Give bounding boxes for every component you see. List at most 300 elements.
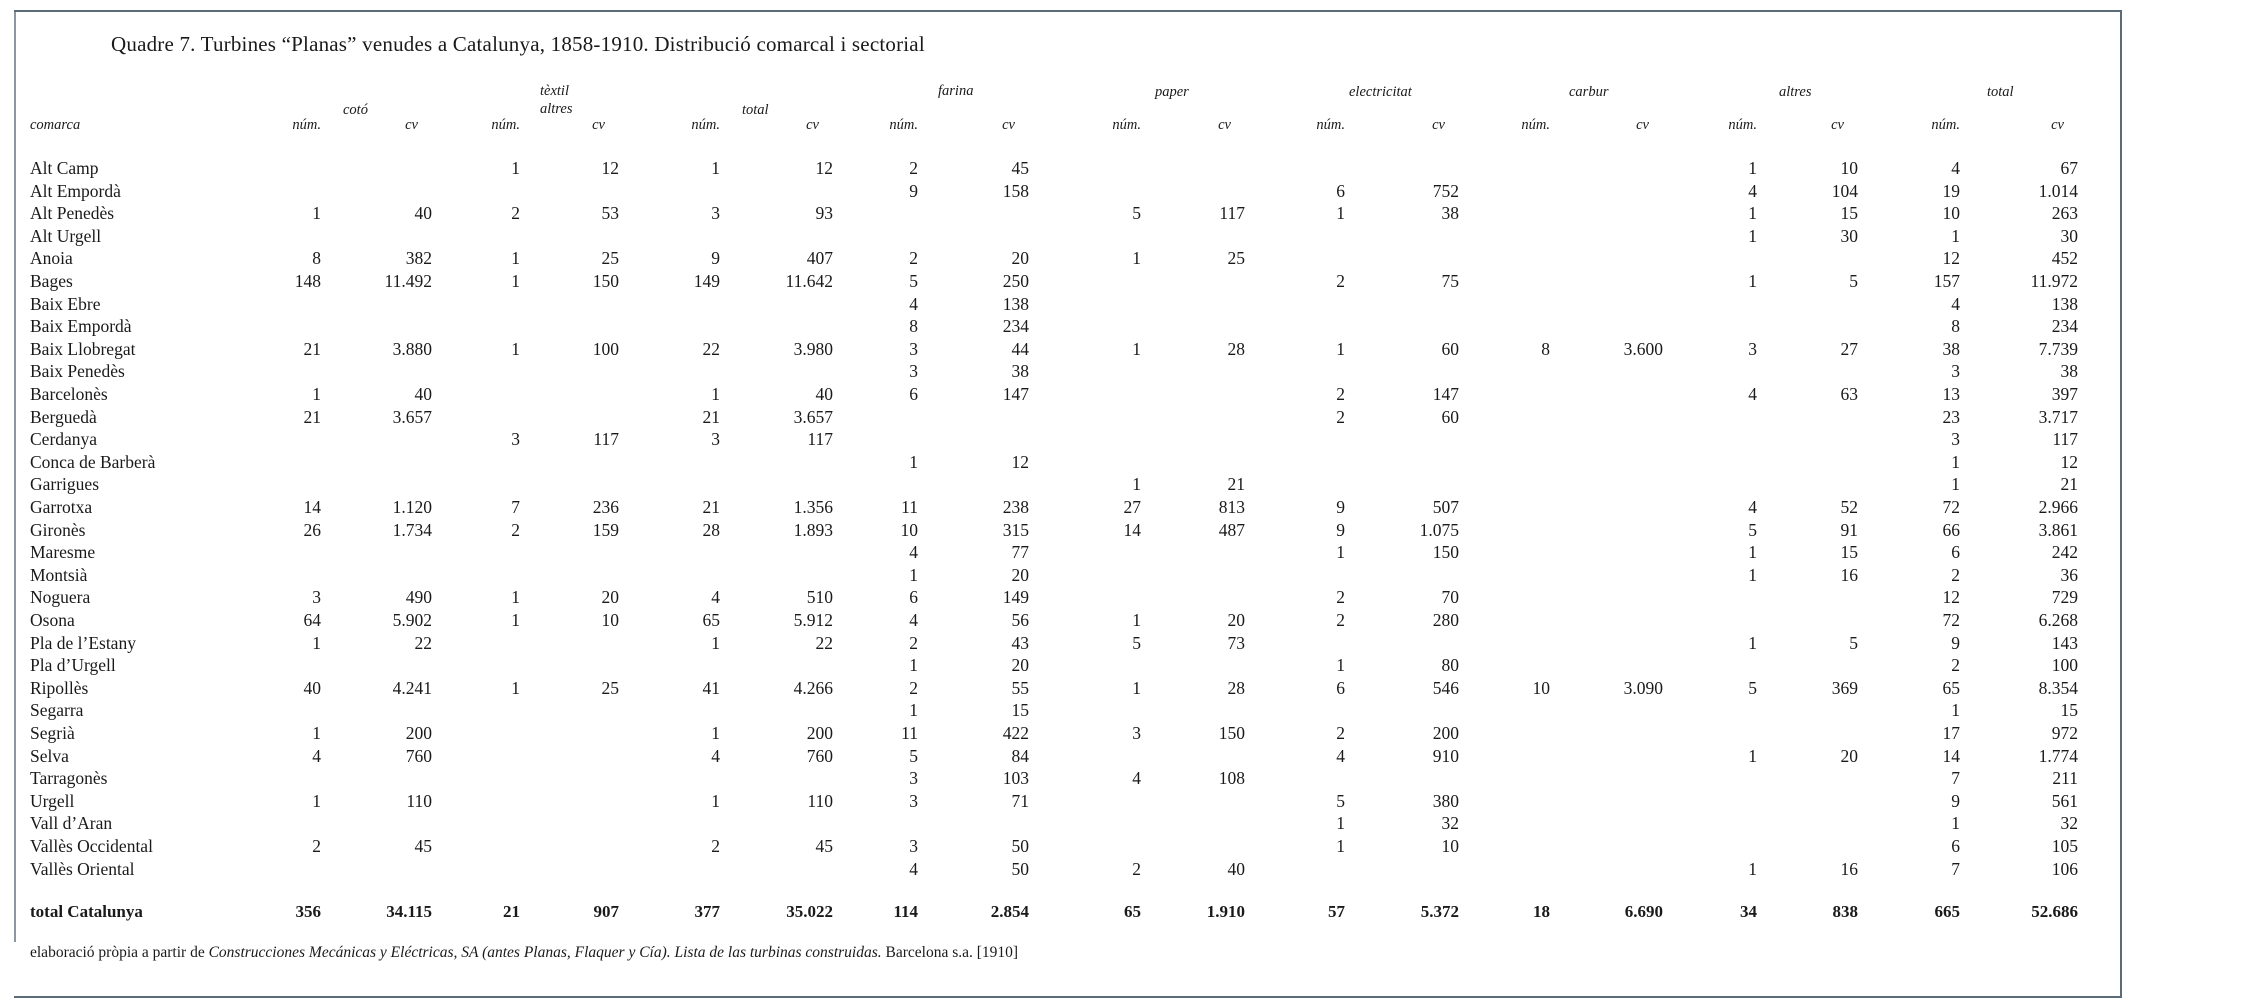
- column-header-num: núm.: [889, 117, 918, 133]
- row-comarca-name: Anoia: [30, 248, 73, 268]
- row-cell: 1: [312, 384, 321, 404]
- table-row: [0, 768, 2106, 790]
- table-row: [0, 452, 2106, 474]
- row-cell: 38: [2060, 361, 2078, 381]
- column-header-num: núm.: [292, 117, 321, 133]
- row-cell: 55: [1011, 678, 1029, 698]
- table-row: [0, 248, 2106, 270]
- row-cell: 5: [1336, 791, 1345, 811]
- row-cell: 4: [909, 294, 918, 314]
- column-header-cv: cv: [1218, 117, 1231, 133]
- row-cell: 1: [1748, 542, 1757, 562]
- row-cell: 2: [1951, 655, 1960, 675]
- row-cell: 1.356: [793, 497, 833, 517]
- row-cell: 11: [901, 497, 918, 517]
- row-cell: 12: [601, 158, 619, 178]
- row-cell: 20: [601, 587, 619, 607]
- row-cell: 21: [303, 407, 321, 427]
- row-cell: 84: [1011, 746, 1029, 766]
- row-cell: 1.893: [793, 520, 833, 540]
- row-cell: 3: [1748, 339, 1757, 359]
- row-cell: 4: [711, 746, 720, 766]
- row-cell: 25: [1227, 248, 1245, 268]
- row-cell: 41: [702, 678, 720, 698]
- column-header-cv: cv: [806, 117, 819, 133]
- row-cell: 3: [711, 429, 720, 449]
- row-cell: 3: [909, 791, 918, 811]
- row-cell: 93: [815, 203, 833, 223]
- row-cell: 4: [909, 542, 918, 562]
- row-cell: 20: [1011, 248, 1029, 268]
- row-cell: 4: [1132, 768, 1141, 788]
- column-header-cv: cv: [1831, 117, 1844, 133]
- row-comarca-name: Selva: [30, 746, 69, 766]
- row-cell: 1: [1132, 474, 1141, 494]
- row-comarca-name: Berguedà: [30, 407, 97, 427]
- row-cell: 1: [711, 633, 720, 653]
- row-cell: 9: [1951, 633, 1960, 653]
- row-cell: 10: [1840, 158, 1858, 178]
- row-cell: 382: [405, 248, 432, 268]
- row-cell: 13: [1942, 384, 1960, 404]
- row-cell: 907: [593, 902, 619, 921]
- row-cell: 56: [1011, 610, 1029, 630]
- row-cell: 4: [1951, 294, 1960, 314]
- row-cell: 36: [2060, 565, 2078, 585]
- row-cell: 1: [1748, 271, 1757, 291]
- row-cell: 910: [1432, 746, 1459, 766]
- row-cell: 5: [1748, 520, 1757, 540]
- group-header-paper: paper: [1155, 84, 1189, 100]
- row-cell: 3: [1951, 429, 1960, 449]
- row-cell: 11: [901, 723, 918, 743]
- row-cell: 813: [1218, 497, 1245, 517]
- row-cell: 1: [1748, 633, 1757, 653]
- column-header-num: núm.: [1931, 117, 1960, 133]
- table-row: [0, 181, 2106, 203]
- row-cell: 21: [702, 407, 720, 427]
- row-cell: 1.075: [1419, 520, 1459, 540]
- row-cell: 25: [601, 248, 619, 268]
- row-cell: 5: [909, 746, 918, 766]
- column-header-num: núm.: [1316, 117, 1345, 133]
- row-cell: 44: [1011, 339, 1029, 359]
- row-cell: 21: [702, 497, 720, 517]
- row-cell: 9: [1336, 520, 1345, 540]
- row-cell: 57: [1328, 902, 1345, 921]
- row-cell: 6: [1336, 678, 1345, 698]
- row-cell: 71: [1011, 791, 1029, 811]
- row-cell: 8: [1951, 316, 1960, 336]
- row-cell: 50: [1011, 859, 1029, 879]
- row-cell: 7: [1951, 768, 1960, 788]
- row-cell: 1: [1336, 542, 1345, 562]
- row-cell: 1: [511, 610, 520, 630]
- row-cell: 1: [511, 271, 520, 291]
- row-cell: 28: [702, 520, 720, 540]
- row-comarca-name: Baix Penedès: [30, 361, 125, 381]
- row-cell: 16: [1840, 565, 1858, 585]
- row-cell: 8: [909, 316, 918, 336]
- row-cell: 72: [1942, 497, 1960, 517]
- row-cell: 760: [405, 746, 432, 766]
- row-cell: 546: [1432, 678, 1459, 698]
- column-header-cv: cv: [592, 117, 605, 133]
- row-cell: 9: [1336, 497, 1345, 517]
- row-cell: 2: [909, 248, 918, 268]
- row-cell: 34: [1740, 902, 1757, 921]
- row-cell: 356: [295, 902, 321, 921]
- row-cell: 21: [503, 902, 520, 921]
- row-cell: 104: [1831, 181, 1858, 201]
- row-cell: 5.372: [1420, 902, 1459, 921]
- row-cell: 15: [1011, 700, 1029, 720]
- row-cell: 1.774: [2038, 746, 2078, 766]
- row-cell: 3.657: [793, 407, 833, 427]
- row-cell: 45: [414, 836, 432, 856]
- table-row: [0, 633, 2106, 655]
- row-cell: 2: [1336, 610, 1345, 630]
- row-comarca-name: Cerdanya: [30, 429, 98, 449]
- row-cell: 1: [511, 339, 520, 359]
- row-cell: 315: [1002, 520, 1029, 540]
- row-cell: 1: [1132, 248, 1141, 268]
- source-title: Construcciones Mecánicas y Eléctricas, SA (antes Planas, Flaquer y Cía). Lista de las turbinas construidas.: [208, 944, 882, 961]
- row-cell: 14: [1942, 746, 1960, 766]
- row-cell: 2: [1132, 859, 1141, 879]
- group-header-total: total: [1987, 84, 2014, 100]
- row-cell: 63: [1840, 384, 1858, 404]
- row-cell: 110: [406, 791, 432, 811]
- row-cell: 45: [1011, 158, 1029, 178]
- row-cell: 1: [1336, 813, 1345, 833]
- row-cell: 1: [909, 565, 918, 585]
- row-comarca-name: Baix Empordà: [30, 316, 132, 336]
- row-cell: 65: [1124, 902, 1141, 921]
- table-row: [0, 655, 2106, 677]
- row-cell: 397: [2051, 384, 2078, 404]
- column-header-cv: cv: [2051, 117, 2064, 133]
- row-cell: 1: [1951, 452, 1960, 472]
- row-cell: 7.739: [2038, 339, 2078, 359]
- table-row: [0, 542, 2106, 564]
- row-cell: 60: [1441, 407, 1459, 427]
- row-cell: 5: [1132, 633, 1141, 653]
- row-cell: 10: [900, 520, 918, 540]
- row-cell: 8: [1541, 339, 1550, 359]
- table-row: [0, 474, 2106, 496]
- row-cell: 760: [806, 746, 833, 766]
- row-cell: 114: [893, 902, 918, 921]
- group-header-altres: altres: [1779, 84, 1812, 100]
- column-header-num: núm.: [1521, 117, 1550, 133]
- table-row: [0, 429, 2106, 451]
- row-cell: 1: [312, 203, 321, 223]
- row-cell: 11.492: [384, 271, 432, 291]
- row-cell: 4: [1748, 384, 1757, 404]
- row-cell: 15: [2060, 700, 2078, 720]
- row-cell: 1: [1951, 700, 1960, 720]
- row-cell: 150: [592, 271, 619, 291]
- row-cell: 1: [1132, 339, 1141, 359]
- row-cell: 21: [303, 339, 321, 359]
- group-header-carbur: carbur: [1569, 84, 1609, 100]
- row-cell: 2: [1336, 723, 1345, 743]
- row-cell: 1: [711, 723, 720, 743]
- row-comarca-name: Baix Ebre: [30, 294, 101, 314]
- row-cell: 73: [1227, 633, 1245, 653]
- row-cell: 9: [909, 181, 918, 201]
- row-comarca-name: Montsià: [30, 565, 88, 585]
- row-cell: 100: [2051, 655, 2078, 675]
- table-row: [0, 361, 2106, 383]
- row-cell: 40: [815, 384, 833, 404]
- table-row: [0, 271, 2106, 293]
- row-cell: 1.910: [1206, 902, 1245, 921]
- row-cell: 1: [1951, 813, 1960, 833]
- column-header-num: núm.: [1112, 117, 1141, 133]
- row-comarca-name: Tarragonès: [30, 768, 108, 788]
- row-cell: 4: [1951, 158, 1960, 178]
- row-cell: 3: [909, 836, 918, 856]
- row-cell: 6: [1951, 542, 1960, 562]
- row-cell: 65: [702, 610, 720, 630]
- row-cell: 20: [1840, 746, 1858, 766]
- row-cell: 4.266: [793, 678, 833, 698]
- row-cell: 242: [2051, 542, 2078, 562]
- row-cell: 280: [1432, 610, 1459, 630]
- row-cell: 147: [1002, 384, 1029, 404]
- column-header-cv: cv: [1636, 117, 1649, 133]
- column-header-cv: cv: [1432, 117, 1445, 133]
- row-cell: 77: [1011, 542, 1029, 562]
- row-comarca-name: total Catalunya: [30, 902, 143, 921]
- table-row: [0, 700, 2106, 722]
- row-cell: 105: [2051, 836, 2078, 856]
- group-header-farina: farina: [938, 83, 974, 99]
- row-cell: 3.600: [1623, 339, 1663, 359]
- row-cell: 22: [414, 633, 432, 653]
- column-header-comarca: comarca: [30, 117, 81, 133]
- row-cell: 200: [1432, 723, 1459, 743]
- row-comarca-name: Pla d’Urgell: [30, 655, 116, 675]
- table-row: [0, 678, 2106, 700]
- row-cell: 27: [1123, 497, 1141, 517]
- source-suffix: Barcelona s.a. [1910]: [881, 944, 1019, 961]
- row-cell: 20: [1011, 655, 1029, 675]
- row-cell: 117: [2052, 429, 2078, 449]
- row-cell: 3: [711, 203, 720, 223]
- row-cell: 2: [909, 158, 918, 178]
- row-cell: 12: [815, 158, 833, 178]
- row-comarca-name: Bages: [30, 271, 73, 291]
- row-cell: 19: [1942, 181, 1960, 201]
- group-header-textil: tèxtil: [540, 83, 569, 99]
- row-cell: 10: [1441, 836, 1459, 856]
- row-cell: 149: [1002, 587, 1029, 607]
- row-cell: 117: [1219, 203, 1245, 223]
- table-row: [0, 587, 2106, 609]
- row-cell: 143: [2051, 633, 2078, 653]
- group-header-electricitat: electricitat: [1349, 84, 1412, 100]
- row-cell: 20: [1227, 610, 1245, 630]
- row-cell: 7: [1951, 859, 1960, 879]
- row-cell: 1: [511, 158, 520, 178]
- row-cell: 23: [1942, 407, 1960, 427]
- row-cell: 2: [312, 836, 321, 856]
- row-cell: 4: [1336, 746, 1345, 766]
- row-cell: 21: [1227, 474, 1245, 494]
- row-comarca-name: Alt Camp: [30, 158, 99, 178]
- row-cell: 20: [1011, 565, 1029, 585]
- row-cell: 1: [711, 384, 720, 404]
- column-header-num: núm.: [491, 117, 520, 133]
- row-cell: 11.642: [785, 271, 833, 291]
- row-cell: 2: [909, 633, 918, 653]
- table-row: [0, 746, 2106, 768]
- row-cell: 91: [1840, 520, 1858, 540]
- row-cell: 4.241: [392, 678, 432, 698]
- row-cell: 30: [2060, 226, 2078, 246]
- table-row: [0, 384, 2106, 406]
- row-cell: 12: [1942, 248, 1960, 268]
- row-cell: 12: [2060, 452, 2078, 472]
- row-cell: 32: [2060, 813, 2078, 833]
- row-cell: 138: [1002, 294, 1029, 314]
- row-cell: 15: [1840, 542, 1858, 562]
- group-header-coto: cotó: [343, 102, 368, 118]
- table-row: [0, 723, 2106, 745]
- row-cell: 1.014: [2038, 181, 2078, 201]
- row-cell: 510: [806, 587, 833, 607]
- column-header-cv: cv: [405, 117, 418, 133]
- table-row: [0, 497, 2106, 519]
- table-title: Quadre 7. Turbines “Planas” venudes a Catalunya, 1858-1910. Distribució comarcal i sectorial: [111, 32, 925, 56]
- row-cell: 53: [601, 203, 619, 223]
- row-cell: 2: [1336, 407, 1345, 427]
- row-cell: 4: [312, 746, 321, 766]
- group-header-altres-textil: altres: [540, 101, 573, 117]
- row-cell: 1: [1132, 610, 1141, 630]
- row-cell: 30: [1840, 226, 1858, 246]
- row-cell: 263: [2051, 203, 2078, 223]
- row-comarca-name: Osona: [30, 610, 75, 630]
- row-cell: 5.912: [793, 610, 833, 630]
- row-cell: 5: [1849, 271, 1858, 291]
- row-cell: 6.268: [2038, 610, 2078, 630]
- row-comarca-name: Baix Llobregat: [30, 339, 136, 359]
- row-cell: 1: [312, 633, 321, 653]
- row-cell: 1: [312, 723, 321, 743]
- table-row: [0, 836, 2106, 858]
- row-comarca-name: Gironès: [30, 520, 86, 540]
- row-cell: 2.966: [2038, 497, 2078, 517]
- row-cell: 234: [1002, 316, 1029, 336]
- total-row: [0, 902, 2106, 924]
- row-cell: 200: [405, 723, 432, 743]
- row-comarca-name: Vallès Oriental: [30, 859, 135, 879]
- row-cell: 1: [711, 791, 720, 811]
- row-cell: 3: [1951, 361, 1960, 381]
- row-cell: 238: [1002, 497, 1029, 517]
- row-cell: 52: [1840, 497, 1858, 517]
- row-cell: 34.115: [386, 902, 432, 921]
- row-cell: 22: [702, 339, 720, 359]
- row-cell: 6: [909, 384, 918, 404]
- row-cell: 2.854: [990, 902, 1029, 921]
- row-cell: 3: [909, 361, 918, 381]
- row-cell: 72: [1942, 610, 1960, 630]
- row-cell: 3.717: [2038, 407, 2078, 427]
- row-comarca-name: Alt Empordà: [30, 181, 121, 201]
- column-header-num: núm.: [1728, 117, 1757, 133]
- row-cell: 14: [303, 497, 321, 517]
- group-header-total-textil: total: [742, 102, 769, 118]
- row-comarca-name: Urgell: [30, 791, 75, 811]
- row-cell: 158: [1002, 181, 1029, 201]
- table-row: [0, 158, 2106, 180]
- row-cell: 148: [294, 271, 321, 291]
- row-cell: 6: [1951, 836, 1960, 856]
- row-cell: 1: [1748, 203, 1757, 223]
- row-cell: 665: [1934, 902, 1960, 921]
- row-cell: 1: [1336, 339, 1345, 359]
- row-cell: 4: [909, 610, 918, 630]
- row-cell: 157: [1933, 271, 1960, 291]
- row-cell: 490: [405, 587, 432, 607]
- row-comarca-name: Noguera: [30, 587, 91, 607]
- row-comarca-name: Conca de Barberà: [30, 452, 156, 472]
- row-cell: 1: [1748, 565, 1757, 585]
- row-cell: 40: [414, 384, 432, 404]
- row-cell: 28: [1227, 339, 1245, 359]
- row-cell: 4: [909, 859, 918, 879]
- row-cell: 60: [1441, 339, 1459, 359]
- row-comarca-name: Vallès Occidental: [30, 836, 153, 856]
- row-cell: 21: [2060, 474, 2078, 494]
- row-cell: 2: [711, 836, 720, 856]
- table-row: [0, 791, 2106, 813]
- row-cell: 2: [511, 203, 520, 223]
- row-cell: 117: [807, 429, 833, 449]
- row-comarca-name: Garrotxa: [30, 497, 93, 517]
- row-cell: 117: [593, 429, 619, 449]
- row-cell: 234: [2051, 316, 2078, 336]
- row-cell: 3: [909, 339, 918, 359]
- row-cell: 561: [2051, 791, 2078, 811]
- row-cell: 452: [2051, 248, 2078, 268]
- row-cell: 1: [511, 678, 520, 698]
- row-cell: 1: [1748, 158, 1757, 178]
- row-cell: 10: [1532, 678, 1550, 698]
- row-cell: 38: [1011, 361, 1029, 381]
- row-cell: 10: [601, 610, 619, 630]
- row-cell: 3: [1132, 723, 1141, 743]
- row-cell: 1: [1748, 859, 1757, 879]
- row-cell: 3: [312, 587, 321, 607]
- row-cell: 108: [1218, 768, 1245, 788]
- row-cell: 50: [1011, 836, 1029, 856]
- row-cell: 12: [1942, 587, 1960, 607]
- row-cell: 200: [806, 723, 833, 743]
- row-comarca-name: Garrigues: [30, 474, 100, 494]
- row-cell: 40: [1227, 859, 1245, 879]
- row-cell: 26: [303, 520, 321, 540]
- row-cell: 752: [1432, 181, 1459, 201]
- table-row: [0, 294, 2106, 316]
- row-cell: 377: [694, 902, 720, 921]
- row-cell: 15: [1840, 203, 1858, 223]
